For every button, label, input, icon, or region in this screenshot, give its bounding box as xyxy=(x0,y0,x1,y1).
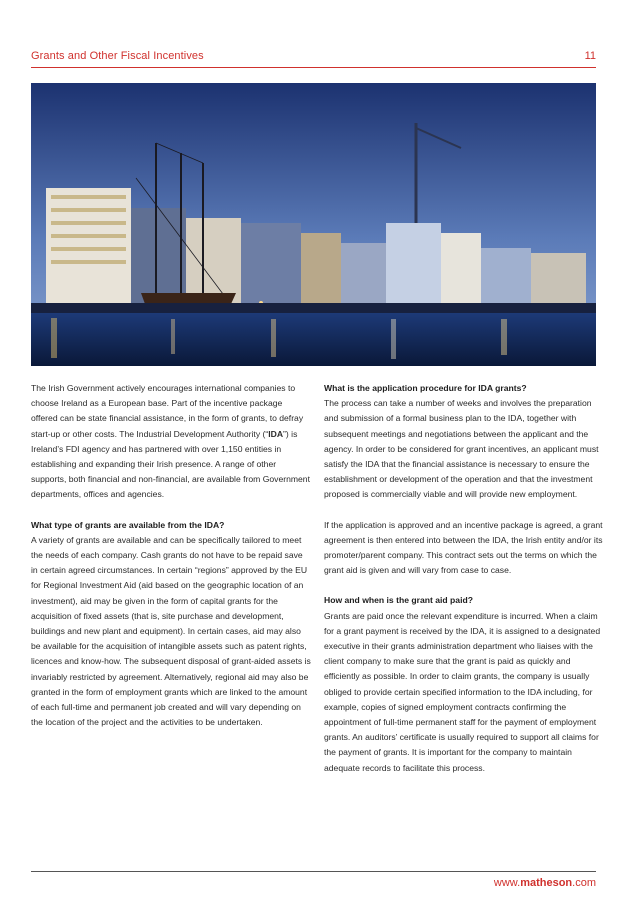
heading-grant-payment: How and when is the grant aid paid? xyxy=(324,595,473,606)
agreement-paragraph: If the application is approved and an incentive package is agreed, a grant agreement is then entered into between the IDA, the Irish entity and/or its promoter/parent company. This contract sets out the terms on which the grant aid is given and will vary from case to case. xyxy=(324,519,603,576)
procedure-paragraph: The process can take a number of weeks and involves the preparation and submission of a formal business plan to the IDA, together with subsequent meetings and negotiations between the applicant and the agency. In order to be considered for grant incentives, an applicant must satisfy the IDA that the financial assistance is necessary to ensure the establishment or development of the operation and that the investment proposed is commercially viable and will provide new employment. xyxy=(324,398,599,500)
footer-divider xyxy=(31,871,596,872)
ida-abbreviation: IDA xyxy=(268,428,284,439)
intro-text-2: ”) is Ireland’s FDI agency and has partnered with over 1,150 entities in establishing and expanding their Irish presence. A range of other supports, both financial and non-financial, are available from Government departments, offices and agencies. xyxy=(31,428,310,500)
photo-illustration xyxy=(31,83,596,366)
grant-types-paragraph: A variety of grants are available and can be specifically tailored to meet the needs of each company. Cash grants do not have to be repaid save in certain agreed circumstances. In certain “regions” approved by the EU for Regional Investment Aid (aid based on the geographic location of an investment), aid may be given in the form of capital grants for the acquisition of fixed assets (that is, site purchase and development, buildings and new plant and equipment). In certain cases, aid may also be available for the acquisition of intangible assets such as patent rights, licences and know-how. The subsequent disposal of grant-aided assets is invariably restricted by agreement. Alternatively, regional aid may also be granted in the form of employment grants which are linked to the amount of each full-time and permanent job created and will vary depending on the location of the project and the activities to be undertaken. xyxy=(31,534,311,728)
url-suffix: .com xyxy=(572,877,596,889)
page-header-title: Grants and Other Fiscal Incentives xyxy=(31,50,204,62)
payment-paragraph: Grants are paid once the relevant expenditure is incurred. When a claim for a grant payment is received by the IDA, it is assigned to a designated executive in their grants administration department who liaises with the client company to make sure that the grant is paid as quickly and efficiently as possible. In order to claim grants, the company is usually obliged to provide certain specified information to the IDA including, for example, copies of signed employment contracts confirming the appointment of full-time permanent staff for the payment of employment grants. An auditors’ certificate is usually required to support all claims for the payment of grants. It is important for the company to maintain adequate records to facilitate this process. xyxy=(324,610,601,773)
heading-application-procedure: What is the application procedure for IDA grants? xyxy=(324,383,527,393)
intro-text-1: The Irish Government actively encourages international companies to choose Ireland as a European base. Part of the incentive package offered can be state financial assistance, in the form of grants, to defray start-up or other costs. The Industrial Development Authority (“ xyxy=(31,383,304,439)
dublin-docklands-night-photo xyxy=(31,83,596,366)
intro-paragraph xyxy=(31,381,311,503)
url-brand: matheson xyxy=(520,877,573,889)
header-divider xyxy=(31,67,596,68)
heading-grant-types: What type of grants are available from the IDA? xyxy=(31,519,225,530)
right-column xyxy=(324,381,604,791)
url-prefix: www. xyxy=(493,877,521,889)
footer-website-link[interactable] xyxy=(494,877,596,889)
left-column xyxy=(31,381,311,745)
page-number: 11 xyxy=(584,50,596,62)
